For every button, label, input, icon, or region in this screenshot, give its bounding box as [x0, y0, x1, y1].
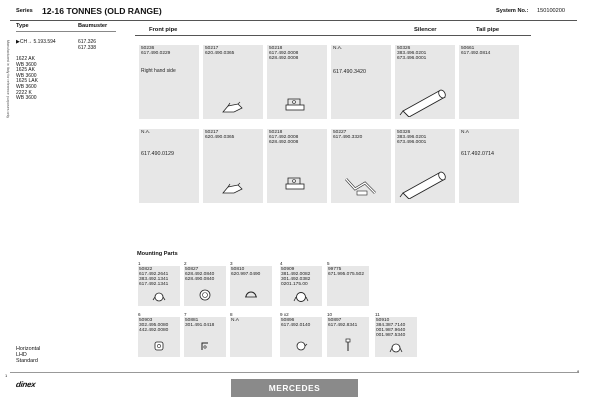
mount-cell[interactable] [184, 317, 226, 357]
part-code: 617.490.0229 [141, 51, 171, 56]
mount-index: 9 x2 [280, 312, 289, 317]
part-number: 50236 [141, 46, 155, 51]
series-label: Series [16, 8, 33, 14]
mount-code: 617.492.0140 [281, 323, 311, 328]
mount-code: 617.492.1341 [139, 282, 169, 287]
part-cell[interactable] [395, 45, 455, 119]
mount-code: 620.997.0490 [231, 272, 261, 277]
mount-index: 2 [184, 261, 187, 266]
ch-prefix: ▶CH→ [16, 39, 33, 45]
silencer-icon [399, 167, 451, 199]
part-number: N.A. [333, 46, 343, 51]
part-number: 50217 [205, 46, 219, 51]
type-item: 1622 AK [16, 56, 35, 62]
mount-number: 50897 [328, 318, 342, 323]
dinex-logo: dinex [15, 380, 37, 389]
vertical-note-wrap [5, 40, 10, 136]
mount-code: 301.492.0382 [281, 277, 311, 282]
bracket-icon [199, 339, 211, 353]
ch-row [16, 40, 56, 46]
section-rule [135, 35, 531, 36]
part-code: 617.492.0008 [269, 51, 299, 56]
mount-cell[interactable] [184, 266, 226, 306]
part-cell[interactable] [459, 45, 519, 119]
baumuster-item: 617.326 [78, 39, 97, 45]
part-number: N.A. [141, 130, 151, 135]
mount-cell[interactable] [375, 317, 417, 357]
mount-number: 50909 [281, 267, 295, 272]
part-cell[interactable] [139, 45, 199, 119]
mount-code: 442.492.0080 [139, 328, 169, 333]
mount-code: 628.492.0840 [185, 272, 215, 277]
rubber-mount-icon [152, 339, 166, 353]
mount-number: 50910 [376, 318, 390, 323]
section-silencer: Silencer [414, 27, 437, 33]
part-code: 617.492.0714 [461, 151, 494, 157]
type-item: WB 3600 [16, 83, 37, 90]
config-item: Horizontal [16, 346, 41, 352]
part-code: 620.490.0365 [205, 51, 235, 56]
type-item: WB 3600 [16, 72, 37, 79]
mount-cell[interactable] [230, 317, 272, 357]
mount-index: 7 [184, 312, 187, 317]
mount-index: 4 [280, 261, 283, 266]
header-rule [10, 20, 577, 21]
mount-number: 50903 [139, 318, 153, 323]
mount-index: 1 [138, 261, 141, 266]
type-item: 2222 K [16, 89, 32, 96]
part-code: 383.496.0201 [397, 135, 427, 140]
part-number: 50661 [461, 46, 475, 51]
part-code: 617.492.0814 [461, 51, 491, 56]
type-item: WB 3600 [16, 95, 37, 102]
clamp-icon [292, 290, 310, 304]
baumuster-item: 617.338 [78, 44, 97, 51]
mount-cell[interactable] [230, 266, 272, 306]
mount-code: 671.995.075.502 [328, 272, 365, 277]
system-label: System No.: [496, 8, 529, 14]
mount-cell[interactable] [280, 266, 322, 306]
part-number: 50217 [205, 130, 219, 135]
part-cell[interactable] [331, 129, 391, 203]
silencer-icon [399, 85, 451, 117]
clamp-icon [243, 288, 259, 302]
config-item: Standard [16, 358, 38, 364]
mount-code: 381.492.0082 [281, 272, 311, 277]
mount-index: 10 [327, 312, 333, 317]
type-item: WB 3600 [16, 61, 37, 68]
clamp-icon [220, 181, 246, 197]
mount-code: 628.490.0840 [185, 277, 215, 282]
mount-code: 617.492.8341 [328, 323, 358, 328]
config-list [16, 346, 40, 364]
system-value: 150100200 [537, 8, 565, 14]
mount-index: 6 [138, 312, 141, 317]
section-tail-pipe: Tail pipe [476, 27, 500, 33]
part-number: 50227 [333, 130, 347, 135]
section-front-pipe: Front pipe [149, 27, 178, 33]
part-cell[interactable] [267, 129, 327, 203]
mount-code: 301.491.0418 [185, 323, 215, 328]
mount-number: N.A [231, 318, 239, 323]
part-code: 628.492.0008 [269, 56, 299, 61]
part-cell[interactable] [139, 129, 199, 203]
part-code: 617.490.3320 [333, 135, 363, 140]
part-code: 673.496.0001 [397, 56, 427, 61]
mount-number: 50881 [185, 318, 199, 323]
mount-code: 617.492.2641 [139, 272, 169, 277]
mount-number: 99775 [328, 267, 342, 272]
vertical-note: Manufactured in Italy for reference purposes only [6, 40, 10, 119]
baumuster-label: Baumuster [78, 23, 108, 29]
config-item: LHD [16, 352, 27, 358]
part-cell[interactable] [203, 45, 263, 119]
mount-code: 383.492.1341 [139, 277, 169, 282]
mount-index: 8 [230, 312, 233, 317]
type-rule [16, 31, 116, 32]
mount-number: 50822 [139, 267, 153, 272]
mount-code: 001.987.9640 [376, 328, 406, 333]
type-item: 1625 LAK [16, 78, 38, 85]
part-note: Right hand side [141, 68, 176, 74]
mount-number: 50827 [185, 267, 199, 272]
part-cell[interactable] [203, 129, 263, 203]
part-number: 50326 [397, 46, 411, 51]
part-code: 673.496.0001 [397, 140, 427, 145]
footer-rule [10, 372, 577, 373]
gasket-icon [198, 288, 212, 302]
part-code: 628.492.0008 [269, 140, 299, 145]
part-cell[interactable] [267, 45, 327, 119]
part-code: 383.496.0201 [397, 51, 427, 56]
ch-value: 5.193.594 [33, 39, 56, 45]
series-title: 12-16 TONNES (OLD RANGE) [42, 6, 162, 16]
front-pipe-icon [343, 173, 379, 199]
mount-number: 50810 [231, 267, 245, 272]
clamp-icon [294, 339, 308, 353]
mount-code: 384.387.7140 [376, 323, 406, 328]
type-item: 1625 AK [16, 67, 35, 74]
clamp-icon [220, 100, 246, 116]
baumuster-list [78, 40, 96, 51]
part-code: 617.490.0129 [141, 151, 174, 157]
clamp-icon [152, 290, 166, 304]
part-cell[interactable] [395, 129, 455, 203]
part-code: 620.490.0365 [205, 135, 235, 140]
part-code: 617.490.3420 [333, 69, 366, 75]
brand-bar: MERCEDES [231, 379, 358, 397]
clamp-icon [388, 341, 404, 355]
mount-cell[interactable] [138, 317, 180, 357]
mount-code: 302.495.0080 [139, 323, 169, 328]
part-number: N.A [461, 130, 469, 135]
mount-cell[interactable] [327, 266, 369, 306]
type-list [16, 57, 38, 102]
mount-code: 001.987.5340 [376, 333, 406, 338]
mount-cell[interactable] [327, 317, 369, 357]
part-cell[interactable] [459, 129, 519, 203]
bracket-icon [282, 174, 310, 194]
mount-number: 50896 [281, 318, 295, 323]
bolt-icon [343, 337, 353, 353]
mount-index: 5 [327, 261, 330, 266]
mount-code: 0201.175.00 [281, 282, 308, 287]
bracket-icon [282, 95, 310, 115]
side-number: 1 [5, 373, 8, 378]
part-code: 617.492.0008 [269, 135, 299, 140]
part-cell[interactable] [331, 45, 391, 119]
right-mark: 8 [577, 369, 580, 374]
part-number: 50326 [397, 130, 411, 135]
mounting-title: Mounting Parts [137, 251, 178, 257]
part-number: 50218 [269, 130, 283, 135]
mount-index: 3 [230, 261, 233, 266]
part-number: 50218 [269, 46, 283, 51]
mount-cell[interactable] [138, 266, 180, 306]
mount-index: 11 [375, 312, 380, 317]
mount-cell[interactable] [280, 317, 322, 357]
type-label: Type [16, 23, 29, 29]
